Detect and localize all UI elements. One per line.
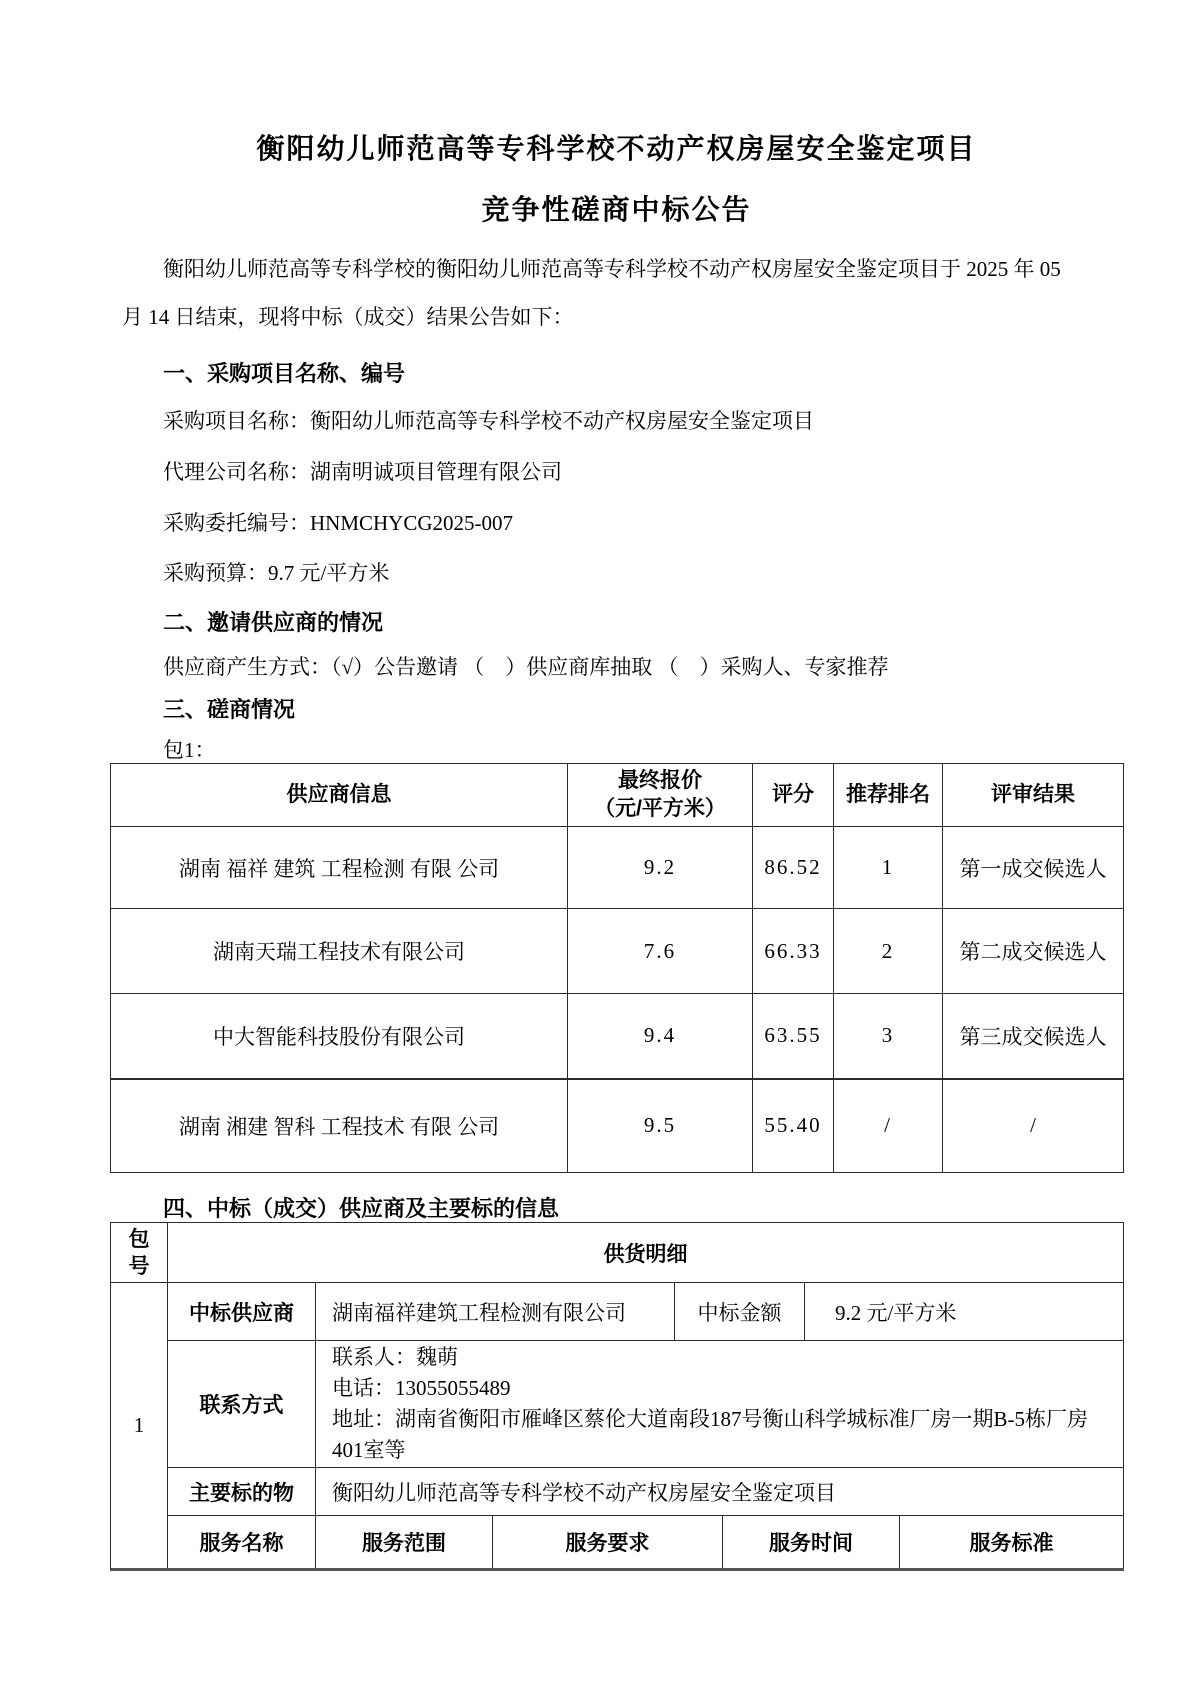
header-rank: 推荐排名 (834, 764, 943, 827)
header-supplier-info: 供应商信息 (111, 764, 568, 827)
supplier-score: 86.52 (753, 827, 834, 909)
subject-value: 衡阳幼儿师范高等专科学校不动产权房屋安全鉴定项目 (316, 1468, 1124, 1516)
award-info-table (110, 1222, 1124, 1571)
document-title-line2: 竞争性磋商中标公告 (481, 194, 752, 225)
section4-heading: 四、中标（成交）供应商及主要标的信息 (163, 1196, 560, 1221)
header-review-result: 评审结果 (943, 764, 1124, 827)
supplier-score: 55.40 (753, 1079, 834, 1173)
project-name-line: 采购项目名称：衡阳幼儿师范高等专科学校不动产权房屋安全鉴定项目 (163, 409, 814, 433)
supplier-source-line: 供应商产生方式：（√）公告邀请 （ ）供应商库抽取 （ ）采购人、专家推荐 (163, 655, 889, 679)
supplier-price: 9.2 (568, 827, 753, 909)
package-no-header-cell (111, 1223, 168, 1283)
table-row (111, 994, 1124, 1079)
supplier-score: 66.33 (753, 909, 834, 994)
intro-paragraph-line1: 衡阳幼儿师范高等专科学校的衡阳幼儿师范高等专科学校不动产权房屋安全鉴定项目于 2025 年 05 (163, 257, 1061, 281)
header-score: 评分 (753, 764, 834, 827)
entrust-number-line: 采购委托编号：HNMCHYCG2025-007 (163, 511, 514, 535)
package1-label: 包1： (163, 738, 216, 762)
supplier-result: 第三成交候选人 (943, 994, 1124, 1079)
subject-label: 主要标的物 (168, 1468, 316, 1516)
header-final-price-line1: 最终报价 (618, 769, 702, 792)
winner-label: 中标供应商 (168, 1283, 316, 1341)
contact-label: 联系方式 (168, 1341, 316, 1468)
service-name-header: 服务名称 (168, 1516, 316, 1568)
supplier-name: 湖南 湘建 智科 工程技术 有限 公司 (111, 1079, 568, 1173)
supplier-rank: 3 (834, 994, 943, 1079)
contact-address-line: 地址：湖南省衡阳市雁峰区蔡伦大道南段187号衡山科学城标准厂房一期B-5栋厂房401室等 (332, 1407, 1088, 1462)
negotiation-result-table (110, 763, 1124, 1173)
supplier-rank: 2 (834, 909, 943, 994)
package-no-header: 包号 (128, 1227, 150, 1278)
package-no-value: 1 (111, 1283, 168, 1568)
agency-name-line: 代理公司名称：湖南明诚项目管理有限公司 (163, 460, 562, 484)
supplier-name: 湖南 福祥 建筑 工程检测 有限 公司 (111, 827, 568, 909)
amount-label: 中标金额 (675, 1283, 805, 1341)
amount-value: 9.2 元/平方米 (805, 1283, 1124, 1341)
winner-name: 湖南福祥建筑工程检测有限公司 (316, 1283, 675, 1341)
table-header-row (111, 764, 1124, 827)
contact-info-cell (316, 1341, 1124, 1468)
budget-line: 采购预算：9.7 元/平方米 (163, 561, 390, 585)
document-title-line1: 衡阳幼儿师范高等专科学校不动产权房屋安全鉴定项目 (256, 133, 977, 164)
supplier-result: / (943, 1079, 1124, 1173)
table-row (111, 1079, 1124, 1173)
table-row (111, 827, 1124, 909)
service-standard-header: 服务标准 (900, 1516, 1124, 1568)
supplier-price: 9.4 (568, 994, 753, 1079)
supplier-result: 第一成交候选人 (943, 827, 1124, 909)
header-final-price-line2: （元/平方米） (594, 797, 726, 820)
contact-phone-line: 电话：13055055489 (332, 1376, 511, 1400)
table-row (111, 909, 1124, 994)
section2-heading: 二、邀请供应商的情况 (163, 610, 384, 635)
service-scope-header: 服务范围 (316, 1516, 493, 1568)
section1-heading: 一、采购项目名称、编号 (163, 361, 406, 386)
supplier-score: 63.55 (753, 994, 834, 1079)
supplier-price: 7.6 (568, 909, 753, 994)
supplier-name: 湖南天瑞工程技术有限公司 (111, 909, 568, 994)
supplier-name: 中大智能科技股份有限公司 (111, 994, 568, 1079)
supplier-price: 9.5 (568, 1079, 753, 1173)
contact-person-line: 联系人：魏萌 (332, 1345, 458, 1369)
service-time-header: 服务时间 (723, 1516, 900, 1568)
supplier-rank: 1 (834, 827, 943, 909)
service-requirement-header: 服务要求 (493, 1516, 723, 1568)
supplier-rank: / (834, 1079, 943, 1173)
intro-paragraph-line2: 月 14 日结束，现将中标（成交）结果公告如下： (122, 305, 574, 329)
header-final-price (568, 764, 753, 827)
contact-info (332, 1342, 1115, 1466)
supply-detail-header: 供货明细 (168, 1223, 1124, 1283)
section3-heading: 三、磋商情况 (163, 697, 296, 722)
supplier-result: 第二成交候选人 (943, 909, 1124, 994)
